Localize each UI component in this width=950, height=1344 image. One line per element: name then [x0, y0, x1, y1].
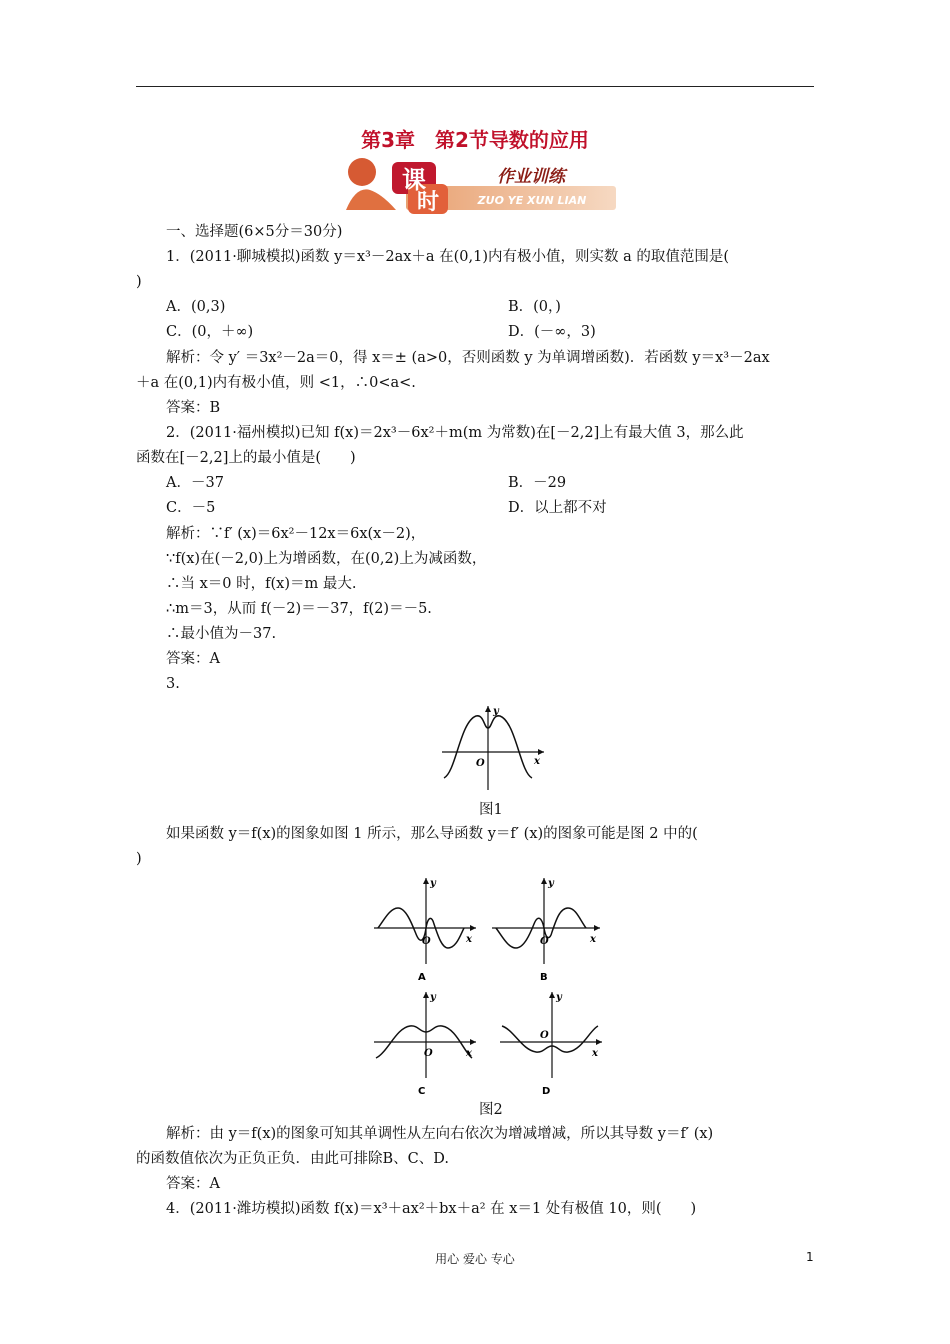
q2-option-a: A．－37 — [166, 475, 224, 491]
footer-text: 用心 爱心 专心 — [435, 1252, 515, 1266]
graph-c-y-label: y — [430, 992, 436, 1003]
figure-2-graph-d — [498, 986, 608, 1098]
q2-solution-line1: 解析：∵f′ (x)＝6x²－12x＝6x(x－2)， — [166, 526, 426, 542]
graph-b-origin-label: O — [540, 936, 549, 947]
q2-solution-line5: ∴最小值为－37. — [166, 626, 277, 642]
figure-1 — [438, 702, 548, 792]
graph-b-y-label: y — [548, 878, 554, 889]
figure-2-graph-a — [372, 872, 482, 984]
q1-option-c: C．(0，＋∞) — [166, 324, 254, 340]
q3-stem-line1: 如果函数 y＝f(x)的图象如图 1 所示，那么导函数 y＝f′ (x)的图象可能是图 2 中的( — [166, 826, 698, 842]
q1-option-a: A．(0,3) — [166, 299, 226, 315]
q2-solution-line2: ∵f(x)在(－2,0)上为增函数，在(0,2)上为减函数， — [166, 551, 487, 567]
graph-b-x-label: x — [590, 934, 596, 945]
q3-solution-line2: 的函数值依次为正负正负．由此可排除B、C、D. — [136, 1151, 449, 1167]
q4-stem-line1: 4．(2011·潍坊模拟)函数 f(x)＝x³＋ax²＋bx＋a² 在 x＝1 处有极值 10，则( ) — [166, 1201, 697, 1217]
graph-a-origin-label: O — [422, 936, 431, 947]
q2-solution-line4: ∴m＝3，从而 f(－2)＝－37，f(2)＝－5. — [166, 601, 432, 617]
figure-2-graph-b — [490, 872, 606, 984]
graph-d-y-label: y — [556, 992, 562, 1003]
graph-c-origin-label: O — [424, 1048, 433, 1059]
graph-d-curve — [502, 1026, 598, 1052]
section-heading: 一、选择题(6×5分＝30分) — [166, 224, 343, 240]
q3-number: 3. — [166, 676, 180, 692]
graph-d-label: D — [542, 1086, 551, 1097]
girl-figure-icon — [348, 158, 376, 186]
graph-d-x-label: x — [592, 1048, 598, 1059]
q1-answer: 答案：B — [166, 400, 221, 416]
q2-option-c: C．－5 — [166, 500, 216, 516]
fig1-y-label: y — [493, 706, 499, 717]
banner-pinyin-text: ZUO YE XUN LIAN — [477, 194, 587, 207]
page-title: 第3章 第2节导数的应用 — [361, 128, 589, 152]
q2-stem-line1: 2．(2011·福州模拟)已知 f(x)＝2x³－6x²＋m(m 为常数)在[－2,2]上有最大值 3，那么此 — [166, 425, 744, 441]
fig1-origin-label: O — [476, 758, 485, 769]
page-number: 1 — [806, 1250, 814, 1264]
q1-stem-line2: ) — [136, 274, 142, 290]
banner-shi-text: 时 — [416, 190, 440, 215]
graph-a-y-label: y — [430, 878, 436, 889]
graph-b-label: B — [540, 972, 548, 983]
graph-c-label: C — [418, 1086, 426, 1097]
header-rule — [136, 86, 814, 87]
q1-solution-line1: 解析：令 y′ ＝3x²－2a＝0，得 x＝± (a>0，否则函数 y 为单调增函数)．若函数 y＝x³－2ax — [166, 350, 770, 366]
q1-option-b: B．(0，) — [508, 299, 561, 315]
q2-answer: 答案：A — [166, 651, 220, 667]
fig1-x-label: x — [534, 756, 540, 767]
banner-zuoye-text: 作业训练 — [497, 167, 565, 187]
homework-banner — [336, 150, 616, 216]
q3-answer: 答案：A — [166, 1176, 220, 1192]
graph-d-origin-label: O — [540, 1030, 549, 1041]
q2-solution-line3: ∴当 x＝0 时，f(x)＝m 最大. — [166, 576, 357, 592]
graph-c-x-label: x — [466, 1048, 472, 1059]
banner-ke-text: 课 — [402, 166, 426, 194]
figure-2-caption: 图2 — [479, 1102, 503, 1118]
graph-a-label: A — [418, 972, 426, 983]
banner-graphic — [336, 150, 616, 216]
q1-stem-line1: 1．(2011·聊城模拟)函数 y＝x³－2ax＋a 在(0,1)内有极小值，则实数 a 的取值范围是( — [166, 249, 730, 265]
figure-2-graph-c — [372, 986, 482, 1098]
q1-option-d: D．(－∞，3) — [508, 324, 596, 340]
q2-option-d: D．以上都不对 — [508, 500, 607, 516]
q3-solution-line1: 解析：由 y＝f(x)的图象可知其单调性从左向右依次为增减增减，所以其导数 y＝f′ (x) — [166, 1126, 714, 1142]
figure-1-caption: 图1 — [479, 802, 503, 818]
q2-option-b: B．－29 — [508, 475, 567, 491]
q3-stem-line2: ) — [136, 851, 142, 867]
q1-solution-line2: ＋a 在(0,1)内有极小值，则 <1，∴0<a<. — [136, 375, 416, 391]
graph-a-x-label: x — [466, 934, 472, 945]
q2-stem-line2: 函数在[－2,2]上的最小值是( ) — [136, 450, 356, 466]
